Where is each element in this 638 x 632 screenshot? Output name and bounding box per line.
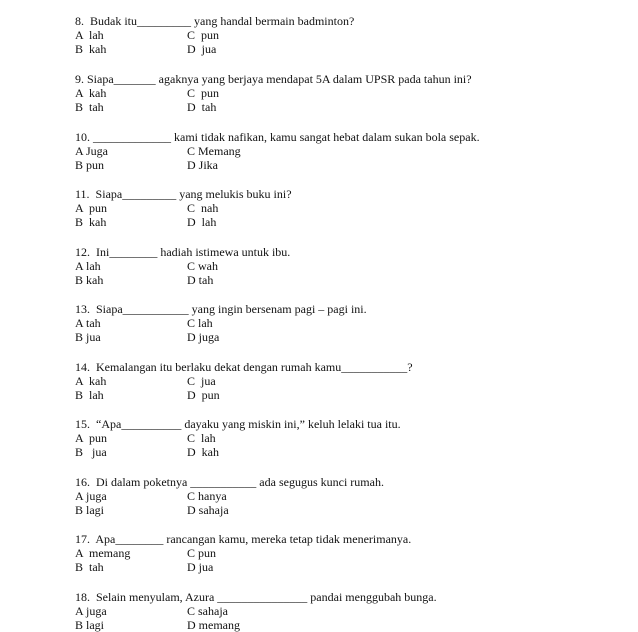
option-a: A lah	[75, 259, 101, 273]
option-c: C nah	[187, 201, 219, 215]
question-13	[75, 302, 615, 344]
option-c: C lah	[187, 431, 216, 445]
option-b: B lagi	[75, 503, 104, 517]
question-9	[75, 72, 615, 114]
options-row-1	[75, 86, 615, 100]
question-11	[75, 187, 615, 229]
option-d: D pun	[187, 388, 220, 402]
question-text: 14. Kemalangan itu berlaku dekat dengan rumah kamu___________?	[75, 360, 413, 374]
option-c: C pun	[187, 546, 217, 560]
option-a: A pun	[75, 201, 108, 215]
options-row-1	[75, 259, 615, 273]
options-row-1	[75, 546, 615, 560]
option-a: A juga	[75, 489, 107, 503]
option-a: A lah	[75, 28, 104, 42]
question-16	[75, 475, 615, 517]
option-d: D tah	[187, 100, 217, 114]
option-c: C lah	[187, 316, 213, 330]
option-d: D Jika	[187, 158, 218, 172]
option-b: B lah	[75, 388, 104, 402]
question-text: 11. Siapa_________ yang melukis buku ini?	[75, 187, 292, 201]
options-row-2	[75, 560, 615, 574]
options-row-1	[75, 431, 615, 445]
options-row-2	[75, 273, 615, 287]
option-c: C wah	[187, 259, 218, 273]
question-text: 16. Di dalam poketnya ___________ ada segugus kunci rumah.	[75, 475, 384, 489]
question-10	[75, 130, 615, 172]
option-d: D memang	[187, 618, 240, 632]
options-row-2	[75, 445, 615, 459]
options-row-1	[75, 316, 615, 330]
option-c: C pun	[187, 86, 220, 100]
option-c: C Memang	[187, 144, 241, 158]
option-a: A kah	[75, 374, 107, 388]
option-b: B kah	[75, 42, 107, 56]
option-b: B jua	[75, 330, 101, 344]
option-a: A memang	[75, 546, 131, 560]
option-b: B kah	[75, 273, 104, 287]
option-a: A tah	[75, 316, 101, 330]
option-a: A kah	[75, 86, 107, 100]
option-d: D jua	[187, 560, 214, 574]
option-c: C pun	[187, 28, 220, 42]
question-text: 8. Budak itu_________ yang handal bermain badminton?	[75, 14, 355, 28]
question-text: 18. Selain menyulam, Azura _______________ pandai menggubah bunga.	[75, 590, 437, 604]
question-17	[75, 532, 615, 574]
options-row-2	[75, 158, 615, 172]
option-d: D juga	[187, 330, 220, 344]
option-d: D sahaja	[187, 503, 229, 517]
option-b: B jua	[75, 445, 107, 459]
option-b: B lagi	[75, 618, 104, 632]
question-text: 15. “Apa__________ dayaku yang miskin ini,” keluh lelaki tua itu.	[75, 417, 401, 431]
option-a: A juga	[75, 604, 107, 618]
options-row-2	[75, 215, 615, 229]
option-d: D lah	[187, 215, 217, 229]
options-row-1	[75, 201, 615, 215]
option-b: B kah	[75, 215, 107, 229]
options-row-2	[75, 503, 615, 517]
option-c: C hanya	[187, 489, 227, 503]
question-text: 17. Apa________ rancangan kamu, mereka tetap tidak menerimanya.	[75, 532, 412, 546]
question-text: 13. Siapa___________ yang ingin bersenam pagi – pagi ini.	[75, 302, 367, 316]
options-row-1	[75, 604, 615, 618]
option-b: B tah	[75, 560, 104, 574]
question-14	[75, 360, 615, 402]
option-d: D tah	[187, 273, 214, 287]
option-c: C sahaja	[187, 604, 228, 618]
option-c: C jua	[187, 374, 216, 388]
question-8	[75, 14, 615, 56]
option-d: D kah	[187, 445, 219, 459]
options-row-2	[75, 100, 615, 114]
options-row-1	[75, 28, 615, 42]
question-12	[75, 245, 615, 287]
option-a: A pun	[75, 431, 108, 445]
options-row-2	[75, 330, 615, 344]
option-d: D jua	[187, 42, 217, 56]
question-text: 9. Siapa_______ agaknya yang berjaya mendapat 5A dalam UPSR pada tahun ini?	[75, 72, 472, 86]
question-15	[75, 417, 615, 459]
options-row-2	[75, 42, 615, 56]
question-text: 10. _____________ kami tidak nafikan, kamu sangat hebat dalam sukan bola sepak.	[75, 130, 480, 144]
options-row-1	[75, 144, 615, 158]
option-b: B tah	[75, 100, 104, 114]
question-text: 12. Ini________ hadiah istimewa untuk ibu.	[75, 245, 291, 259]
option-b: B pun	[75, 158, 105, 172]
options-row-1	[75, 489, 615, 503]
option-a: A Juga	[75, 144, 108, 158]
options-row-1	[75, 374, 615, 388]
question-18	[75, 590, 615, 632]
options-row-2	[75, 388, 615, 402]
